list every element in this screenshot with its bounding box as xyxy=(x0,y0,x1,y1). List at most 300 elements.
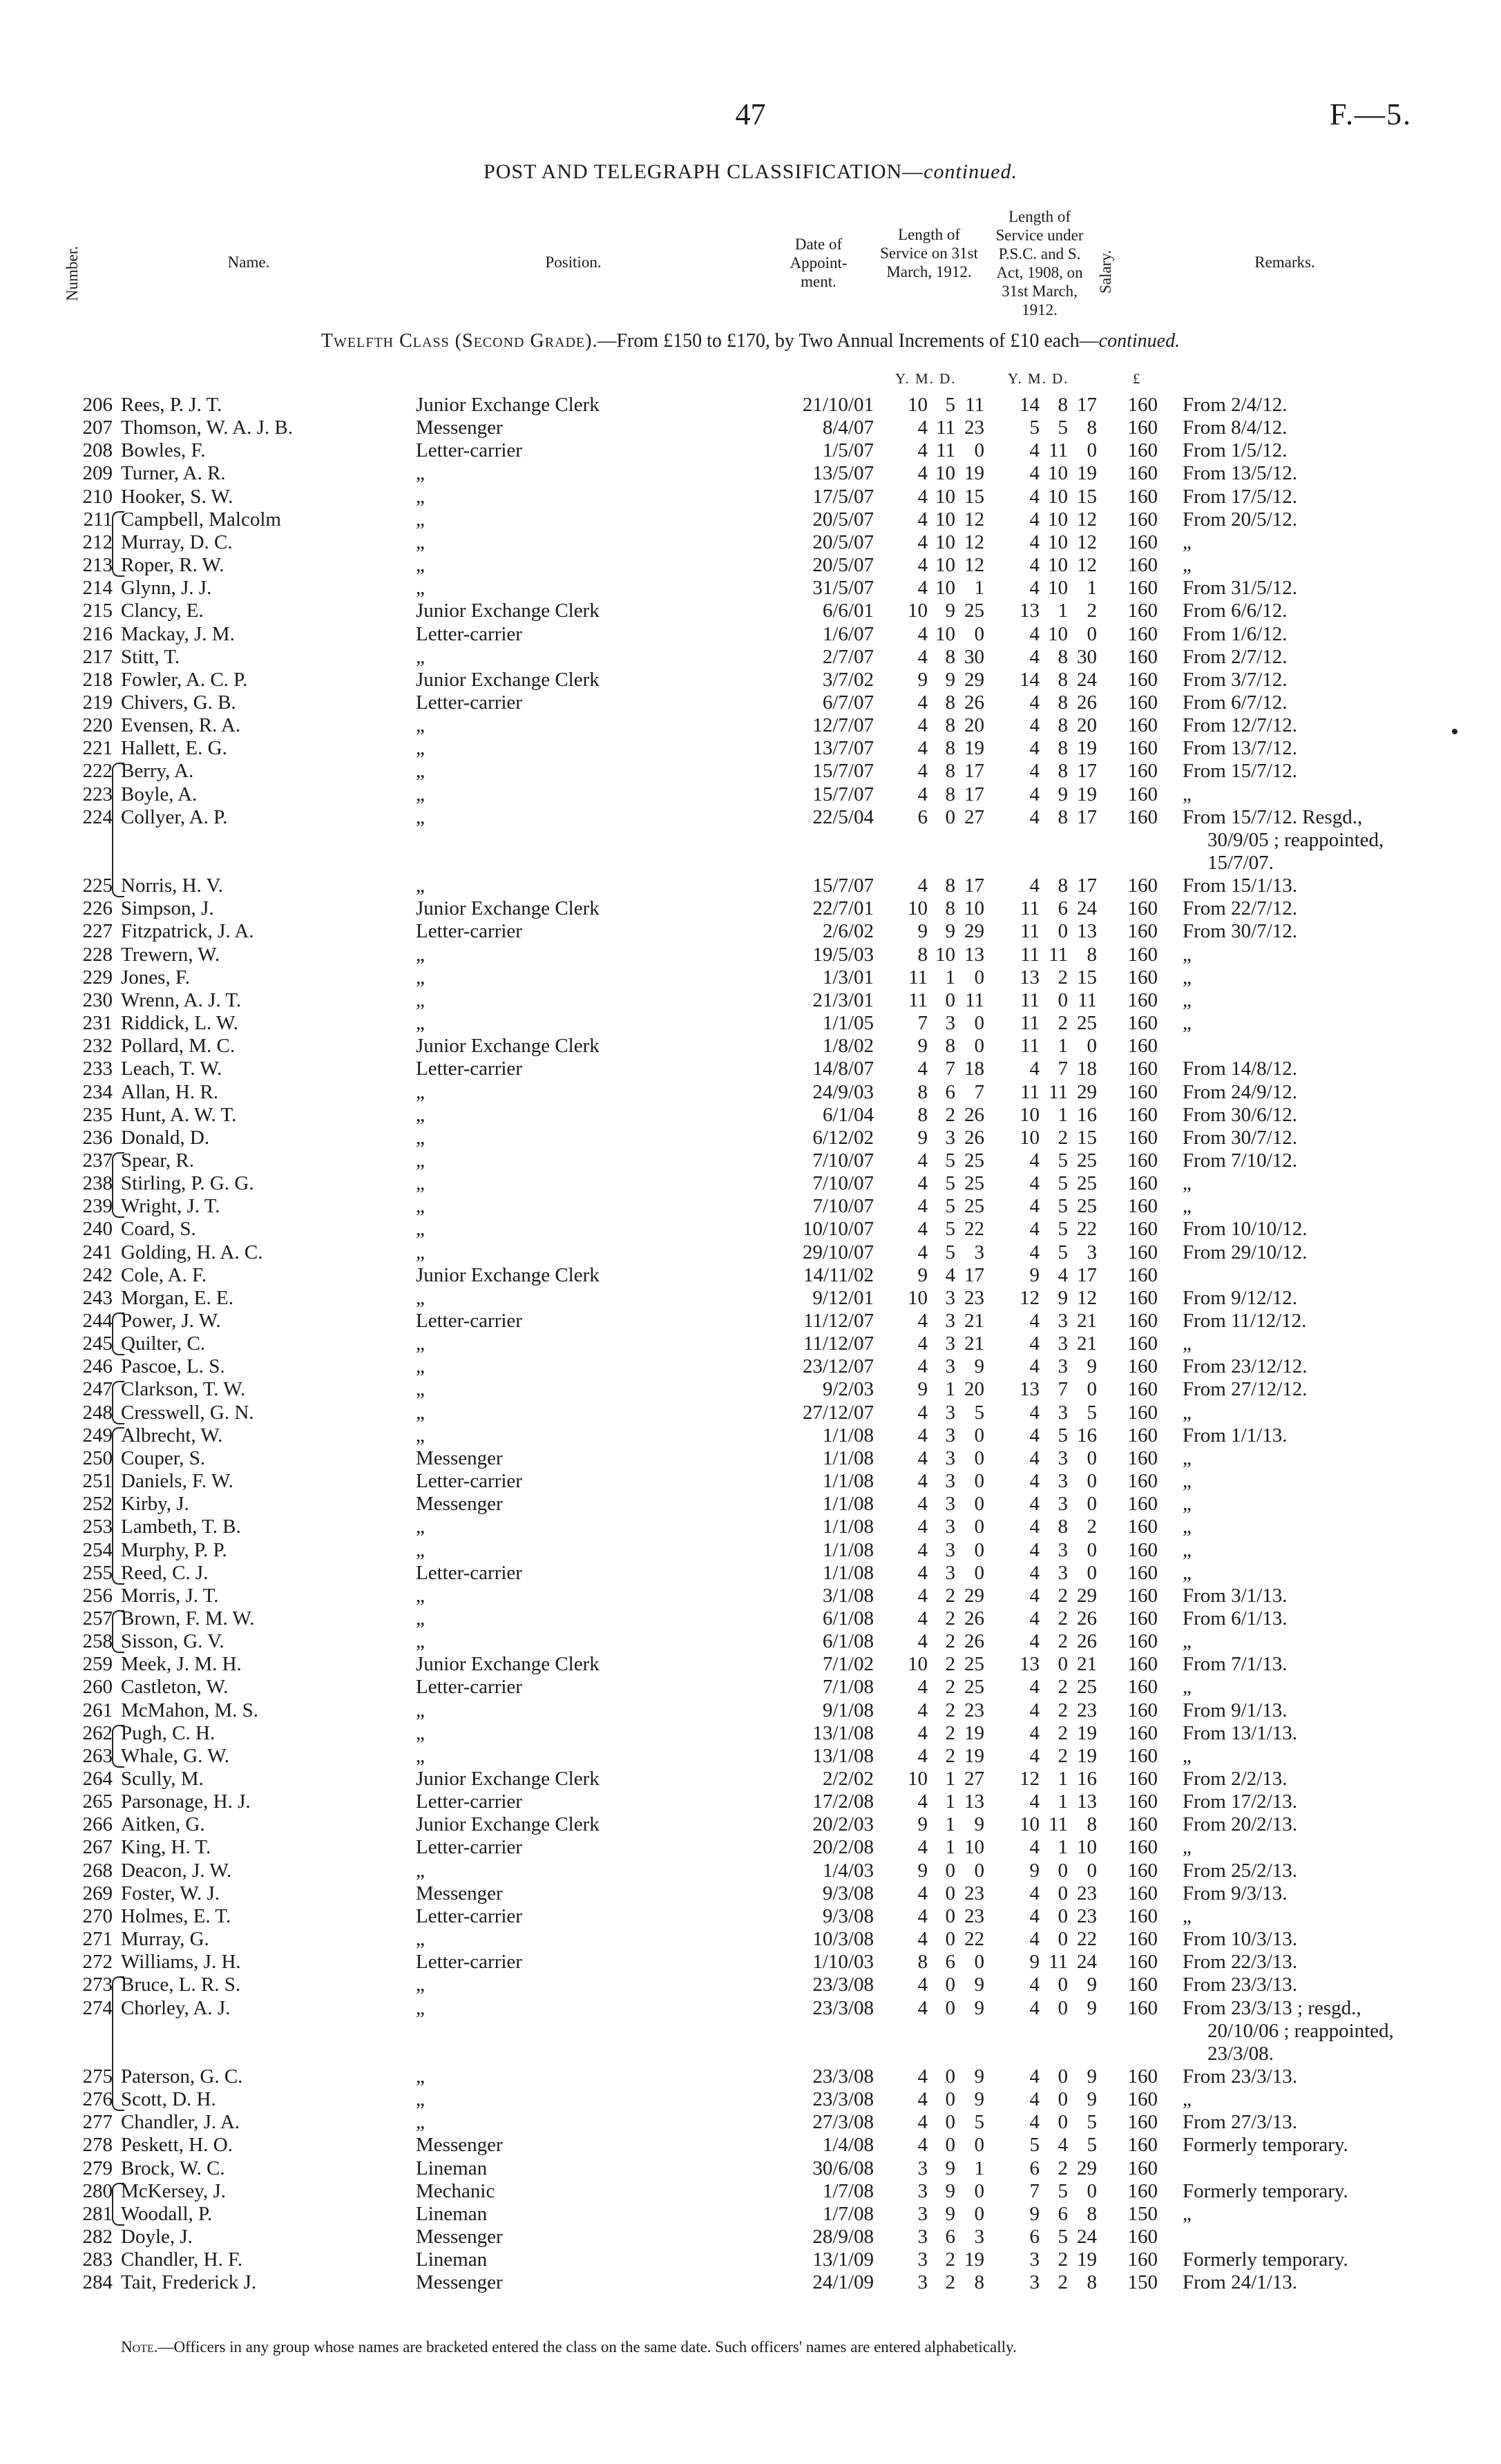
row-name: Castleton, W. xyxy=(121,1676,229,1699)
row-remarks: From 23/3/13. xyxy=(1183,1974,1297,1996)
row-psc-days: 8 xyxy=(1087,943,1097,966)
row-psc-days: 5 xyxy=(1087,2134,1097,2157)
row-date: 20/5/07 xyxy=(812,554,874,577)
row-service-years: 4 xyxy=(917,2111,928,2134)
row-psc-years: 13 xyxy=(1020,1378,1040,1401)
row-psc-days: 1 xyxy=(1087,577,1097,600)
row-position: Messenger xyxy=(416,417,503,439)
table-row xyxy=(0,1860,1501,1882)
row-number: 229 xyxy=(82,966,113,989)
row-service-months: 2 xyxy=(945,2248,955,2271)
table-row xyxy=(0,1607,1501,1630)
row-service-years: 3 xyxy=(917,2157,928,2179)
row-psc-days: 16 xyxy=(1077,1768,1097,1790)
row-remarks: „ xyxy=(1183,1744,1192,1767)
row-date: 27/12/07 xyxy=(802,1401,874,1424)
row-psc-months: 8 xyxy=(1058,760,1068,783)
row-service-years: 4 xyxy=(917,1058,928,1080)
row-number: 208 xyxy=(82,439,113,462)
row-number: 211 xyxy=(83,508,113,531)
row-service-months: 3 xyxy=(945,1310,955,1332)
row-salary: 160 xyxy=(1127,1836,1158,1859)
row-number: 212 xyxy=(82,531,113,553)
row-name: Morris, J. T. xyxy=(121,1584,219,1607)
row-date: 9/2/03 xyxy=(822,1378,874,1401)
row-number: 243 xyxy=(82,1286,113,1309)
row-number: 227 xyxy=(82,920,113,943)
row-psc-years: 13 xyxy=(1020,600,1040,622)
table-row xyxy=(0,1882,1501,1905)
row-name: Bowles, F. xyxy=(121,439,206,462)
row-service-days: 1 xyxy=(974,2157,984,2179)
row-psc-years: 4 xyxy=(1029,1446,1040,1469)
row-position: „ xyxy=(416,1996,425,2019)
row-date: 1/1/08 xyxy=(822,1561,874,1584)
row-psc-years: 9 xyxy=(1029,1263,1040,1286)
row-remarks: From 30/7/12. xyxy=(1183,920,1297,943)
row-salary: 160 xyxy=(1127,1813,1158,1836)
footnote xyxy=(121,2338,1017,2356)
row-psc-months: 10 xyxy=(1048,577,1068,600)
row-psc-years: 4 xyxy=(1029,1676,1040,1699)
row-salary: 160 xyxy=(1127,1790,1158,1813)
row-date: 6/1/04 xyxy=(822,1103,874,1126)
row-remarks: „ xyxy=(1183,1836,1192,1859)
row-service-days: 11 xyxy=(965,989,984,1011)
row-number: 277 xyxy=(82,2111,113,2134)
row-psc-years: 4 xyxy=(1029,1882,1040,1904)
row-psc-days: 26 xyxy=(1077,691,1097,714)
row-position: „ xyxy=(416,1859,425,1882)
row-service-months: 8 xyxy=(945,737,955,760)
row-psc-months: 1 xyxy=(1058,1103,1068,1126)
row-remarks: „ xyxy=(1183,1630,1192,1653)
row-position: „ xyxy=(416,875,425,897)
row-number: 269 xyxy=(82,1882,113,1904)
row-remarks: From 1/6/12. xyxy=(1183,622,1288,645)
row-psc-months: 3 xyxy=(1058,1355,1068,1378)
row-psc-months: 11 xyxy=(1049,943,1068,966)
row-name: Scully, M. xyxy=(121,1768,204,1790)
row-position: Messenger xyxy=(416,1446,503,1469)
row-psc-years: 4 xyxy=(1029,1195,1040,1218)
row-name: Wrenn, A. J. T. xyxy=(121,989,242,1011)
row-name: Aitken, G. xyxy=(121,1813,205,1836)
row-service-days: 5 xyxy=(974,1401,984,1424)
row-service-days: 29 xyxy=(964,920,984,943)
table-row xyxy=(0,2226,1501,2248)
group-bracket xyxy=(112,511,124,577)
row-psc-days: 0 xyxy=(1087,1538,1097,1561)
row-name: Leach, T. W. xyxy=(121,1058,222,1080)
table-row xyxy=(0,737,1501,760)
row-psc-years: 4 xyxy=(1029,1470,1040,1493)
row-date: 1/1/08 xyxy=(822,1516,874,1538)
table-row xyxy=(0,1035,1501,1058)
row-psc-days: 0 xyxy=(1087,439,1097,462)
row-date: 1/7/08 xyxy=(822,2202,874,2225)
row-service-months: 9 xyxy=(945,2157,955,2179)
row-name: Lambeth, T. B. xyxy=(121,1516,241,1538)
row-number: 283 xyxy=(82,2248,113,2271)
row-name: Hooker, S. W. xyxy=(121,485,233,508)
row-psc-days: 24 xyxy=(1077,2226,1097,2248)
row-psc-days: 12 xyxy=(1077,554,1097,577)
row-psc-months: 8 xyxy=(1058,805,1068,828)
row-psc-months: 3 xyxy=(1058,1561,1068,1584)
row-service-years: 4 xyxy=(917,485,928,508)
row-position: „ xyxy=(416,714,425,737)
row-service-days: 25 xyxy=(964,1676,984,1699)
row-remarks: From 6/7/12. xyxy=(1183,691,1288,714)
row-salary: 160 xyxy=(1127,714,1158,737)
row-service-days: 25 xyxy=(964,1653,984,1676)
row-service-years: 4 xyxy=(917,2134,928,2157)
row-name: Albrecht, W. xyxy=(121,1424,223,1446)
row-position: „ xyxy=(416,1286,425,1309)
row-date: 7/10/07 xyxy=(812,1172,874,1195)
row-salary: 160 xyxy=(1127,1103,1158,1126)
row-service-years: 8 xyxy=(917,1951,928,1974)
row-number: 262 xyxy=(82,1721,113,1744)
row-date: 21/10/01 xyxy=(802,394,874,416)
row-salary: 160 xyxy=(1127,1126,1158,1149)
row-psc-months: 11 xyxy=(1049,439,1068,462)
row-remarks: From 10/10/12. xyxy=(1183,1218,1308,1241)
row-remarks: „ xyxy=(1183,1446,1192,1469)
row-date: 7/1/08 xyxy=(822,1676,874,1699)
row-psc-days: 15 xyxy=(1077,1126,1097,1149)
row-position: Lineman xyxy=(416,2157,488,2179)
row-psc-years: 4 xyxy=(1029,1355,1040,1378)
row-service-months: 9 xyxy=(945,920,955,943)
row-salary: 160 xyxy=(1127,1676,1158,1699)
row-psc-years: 3 xyxy=(1029,2271,1040,2294)
row-psc-years: 4 xyxy=(1029,439,1040,462)
row-name: Simpson, J. xyxy=(121,897,214,920)
row-remarks: From 1/1/13. xyxy=(1183,1424,1288,1446)
row-date: 7/1/02 xyxy=(822,1653,874,1676)
row-position: Mechanic xyxy=(416,2179,495,2202)
row-psc-years: 13 xyxy=(1020,966,1040,989)
row-remarks-continued: 30/9/05 ; reappointed, xyxy=(1207,828,1384,851)
row-service-years: 7 xyxy=(917,1012,928,1035)
row-psc-years: 4 xyxy=(1029,1836,1040,1859)
row-psc-years: 4 xyxy=(1029,714,1040,737)
row-name: Sisson, G. V. xyxy=(121,1630,224,1653)
row-service-days: 13 xyxy=(964,943,984,966)
row-date: 24/9/03 xyxy=(812,1080,874,1103)
row-service-months: 1 xyxy=(945,1768,955,1790)
row-remarks: „ xyxy=(1183,1333,1192,1355)
row-psc-months: 2 xyxy=(1058,1584,1068,1607)
row-service-years: 4 xyxy=(917,1882,928,1904)
row-name: Peskett, H. O. xyxy=(121,2134,233,2157)
table-row xyxy=(0,1104,1501,1127)
row-remarks: „ xyxy=(1183,966,1192,989)
group-bracket xyxy=(112,1427,124,1585)
row-service-years: 10 xyxy=(908,1768,928,1790)
row-psc-months: 2 xyxy=(1058,1126,1068,1149)
row-remarks: From 7/10/12. xyxy=(1183,1149,1297,1172)
row-number: 281 xyxy=(82,2202,113,2225)
row-remarks: „ xyxy=(1183,554,1192,577)
row-position: „ xyxy=(416,1974,425,1996)
row-service-days: 17 xyxy=(964,875,984,897)
row-number: 249 xyxy=(82,1424,113,1446)
row-remarks: „ xyxy=(1183,1538,1192,1561)
row-number: 236 xyxy=(82,1126,113,1149)
row-service-days: 0 xyxy=(974,1035,984,1058)
row-service-days: 0 xyxy=(974,622,984,645)
row-psc-months: 8 xyxy=(1058,394,1068,416)
row-service-years: 4 xyxy=(917,1172,928,1195)
row-position: „ xyxy=(416,1172,425,1195)
row-service-years: 9 xyxy=(917,1263,928,1286)
row-salary: 160 xyxy=(1127,1012,1158,1035)
row-psc-years: 4 xyxy=(1029,2088,1040,2111)
row-position: „ xyxy=(416,1401,425,1424)
row-remarks: „ xyxy=(1183,1012,1192,1035)
row-service-months: 0 xyxy=(945,2111,955,2134)
row-name: Holmes, E. T. xyxy=(121,1904,231,1927)
row-name: Parsonage, H. J. xyxy=(121,1790,251,1813)
row-psc-days: 9 xyxy=(1087,1974,1097,1996)
row-date: 1/3/01 xyxy=(822,966,874,989)
row-number: 210 xyxy=(82,485,113,508)
row-position: Letter-carrier xyxy=(416,1676,522,1699)
row-salary: 160 xyxy=(1127,875,1158,897)
row-service-months: 3 xyxy=(945,1446,955,1469)
row-name: Quilter, C. xyxy=(121,1333,206,1355)
row-date: 24/1/09 xyxy=(812,2271,874,2294)
row-name: Glynn, J. J. xyxy=(121,577,212,600)
row-number: 276 xyxy=(82,2088,113,2111)
row-number: 266 xyxy=(82,1813,113,1836)
row-date: 1/5/07 xyxy=(822,439,874,462)
table-row xyxy=(0,1149,1501,1172)
row-number: 254 xyxy=(82,1538,113,1561)
row-psc-years: 14 xyxy=(1020,394,1040,416)
row-psc-years: 4 xyxy=(1029,1493,1040,1516)
row-service-years: 10 xyxy=(908,1653,928,1676)
row-service-months: 5 xyxy=(945,1241,955,1263)
row-number: 253 xyxy=(82,1516,113,1538)
row-service-months: 8 xyxy=(945,714,955,737)
row-service-months: 8 xyxy=(945,875,955,897)
row-number: 280 xyxy=(82,2179,113,2202)
row-remarks: From 15/7/12. Resgd., xyxy=(1183,805,1363,828)
row-service-years: 3 xyxy=(917,2271,928,2294)
row-service-years: 4 xyxy=(917,1401,928,1424)
row-salary: 150 xyxy=(1127,2202,1158,2225)
table-row xyxy=(0,1310,1501,1333)
row-name: Bruce, L. R. S. xyxy=(121,1974,241,1996)
row-psc-months: 2 xyxy=(1058,1699,1068,1721)
row-remarks: From 2/4/12. xyxy=(1183,394,1288,416)
table-row xyxy=(0,2134,1501,2157)
row-psc-days: 0 xyxy=(1087,2179,1097,2202)
row-service-days: 0 xyxy=(974,1424,984,1446)
row-name: Whale, G. W. xyxy=(121,1744,230,1767)
row-psc-years: 4 xyxy=(1029,783,1040,805)
row-psc-months: 5 xyxy=(1058,1424,1068,1446)
row-number: 259 xyxy=(82,1653,113,1676)
row-psc-months: 8 xyxy=(1058,1516,1068,1538)
row-number: 232 xyxy=(82,1035,113,1058)
row-remarks: From 17/2/13. xyxy=(1183,1790,1297,1813)
table-row xyxy=(0,1722,1501,1745)
row-date: 6/12/02 xyxy=(812,1126,874,1149)
row-date: 9/1/08 xyxy=(822,1699,874,1721)
row-service-years: 3 xyxy=(917,2248,928,2271)
row-number: 222 xyxy=(82,760,113,783)
row-psc-days: 19 xyxy=(1077,1744,1097,1767)
row-salary: 160 xyxy=(1127,1241,1158,1263)
row-name: Hallett, E. G. xyxy=(121,737,227,760)
row-psc-months: 5 xyxy=(1058,2226,1068,2248)
row-remarks: From 27/3/13. xyxy=(1183,2111,1297,2134)
row-date: 1/1/08 xyxy=(822,1446,874,1469)
row-remarks: From 7/1/13. xyxy=(1183,1653,1288,1676)
row-service-months: 10 xyxy=(935,622,955,645)
table-row xyxy=(0,1172,1501,1195)
row-psc-years: 3 xyxy=(1029,2248,1040,2271)
row-position: Junior Exchange Clerk xyxy=(416,1263,600,1286)
row-service-days: 9 xyxy=(974,1974,984,1996)
row-salary: 160 xyxy=(1127,600,1158,622)
row-service-years: 4 xyxy=(917,1333,928,1355)
row-number: 219 xyxy=(82,691,113,714)
row-psc-years: 4 xyxy=(1029,805,1040,828)
row-service-years: 9 xyxy=(917,1859,928,1882)
row-service-days: 8 xyxy=(974,2271,984,2294)
row-service-months: 0 xyxy=(945,2088,955,2111)
row-name: Berry, A. xyxy=(121,760,194,783)
row-psc-months: 1 xyxy=(1058,1768,1068,1790)
row-service-days: 25 xyxy=(964,1172,984,1195)
row-name: Paterson, G. C. xyxy=(121,2065,243,2088)
group-bracket xyxy=(112,763,124,897)
row-salary: 160 xyxy=(1127,1378,1158,1401)
row-psc-days: 0 xyxy=(1087,622,1097,645)
row-psc-months: 2 xyxy=(1058,966,1068,989)
table-row xyxy=(0,714,1501,737)
row-name: Stirling, P. G. G. xyxy=(121,1172,254,1195)
row-date: 6/7/07 xyxy=(822,691,874,714)
row-service-months: 8 xyxy=(945,760,955,783)
row-service-years: 10 xyxy=(908,897,928,920)
row-psc-months: 5 xyxy=(1058,417,1068,439)
row-salary: 160 xyxy=(1127,1263,1158,1286)
row-psc-months: 10 xyxy=(1048,485,1068,508)
row-remarks: From 11/12/12. xyxy=(1183,1310,1307,1332)
group-bracket xyxy=(112,1312,124,1355)
row-psc-days: 9 xyxy=(1087,2065,1097,2088)
row-psc-months: 1 xyxy=(1058,1035,1068,1058)
row-date: 6/1/08 xyxy=(822,1630,874,1653)
header-salary: Salary. xyxy=(1097,249,1114,294)
row-psc-years: 4 xyxy=(1029,531,1040,553)
row-position: Junior Exchange Clerk xyxy=(416,394,600,416)
table-row xyxy=(0,417,1501,439)
table-row xyxy=(0,2111,1501,2134)
row-name: Jones, F. xyxy=(121,966,190,989)
row-salary: 160 xyxy=(1127,1035,1158,1058)
row-psc-years: 6 xyxy=(1029,2157,1040,2179)
row-service-years: 4 xyxy=(917,554,928,577)
row-date: 15/7/07 xyxy=(812,783,874,805)
row-position: „ xyxy=(416,1241,425,1263)
table-row xyxy=(0,1218,1501,1241)
row-service-years: 4 xyxy=(917,1446,928,1469)
row-number: 217 xyxy=(82,645,113,668)
row-position: „ xyxy=(416,1607,425,1630)
row-position: Junior Exchange Clerk xyxy=(416,1768,600,1790)
row-psc-months: 0 xyxy=(1058,1904,1068,1927)
row-psc-years: 11 xyxy=(1020,989,1040,1011)
row-service-months: 10 xyxy=(935,531,955,553)
row-psc-days: 25 xyxy=(1077,1012,1097,1035)
row-number: 270 xyxy=(82,1904,113,1927)
row-remarks: From 6/1/13. xyxy=(1183,1607,1288,1630)
row-name: Foster, W. J. xyxy=(121,1882,220,1904)
row-service-days: 22 xyxy=(964,1218,984,1241)
row-position: „ xyxy=(416,2111,425,2134)
row-psc-months: 0 xyxy=(1058,989,1068,1011)
row-psc-years: 4 xyxy=(1029,1310,1040,1332)
row-service-years: 4 xyxy=(917,531,928,553)
row-number: 252 xyxy=(82,1493,113,1516)
row-psc-years: 13 xyxy=(1020,1653,1040,1676)
row-remarks: „ xyxy=(1183,943,1192,966)
row-name: King, H. T. xyxy=(121,1836,211,1859)
row-service-years: 6 xyxy=(917,805,928,828)
row-service-years: 4 xyxy=(917,1974,928,1996)
row-salary: 160 xyxy=(1127,531,1158,553)
row-number: 272 xyxy=(82,1951,113,1974)
row-position: „ xyxy=(416,1630,425,1653)
table-row xyxy=(0,2088,1501,2111)
row-service-months: 3 xyxy=(945,1561,955,1584)
table-row xyxy=(0,1768,1501,1790)
row-psc-days: 21 xyxy=(1077,1333,1097,1355)
row-psc-months: 8 xyxy=(1058,668,1068,691)
row-service-years: 11 xyxy=(908,989,928,1011)
row-name: Murray, D. C. xyxy=(121,531,233,553)
row-psc-days: 23 xyxy=(1077,1882,1097,1904)
row-service-months: 3 xyxy=(945,1470,955,1493)
row-service-years: 10 xyxy=(908,1286,928,1309)
row-salary: 160 xyxy=(1127,1768,1158,1790)
row-service-days: 22 xyxy=(964,1928,984,1951)
row-salary: 160 xyxy=(1127,1080,1158,1103)
row-position: „ xyxy=(416,1744,425,1767)
row-service-days: 0 xyxy=(974,1012,984,1035)
row-service-months: 3 xyxy=(945,1424,955,1446)
table-row xyxy=(0,691,1501,714)
row-position: „ xyxy=(416,577,425,600)
row-remarks: From 30/7/12. xyxy=(1183,1126,1297,1149)
table-row xyxy=(0,1653,1501,1676)
row-salary: 160 xyxy=(1127,394,1158,416)
row-psc-days: 17 xyxy=(1077,760,1097,783)
margin-dot xyxy=(1452,729,1457,734)
row-psc-years: 4 xyxy=(1029,622,1040,645)
row-service-months: 0 xyxy=(945,1928,955,1951)
units-salary: £ xyxy=(1133,370,1142,387)
row-psc-years: 5 xyxy=(1029,2134,1040,2157)
